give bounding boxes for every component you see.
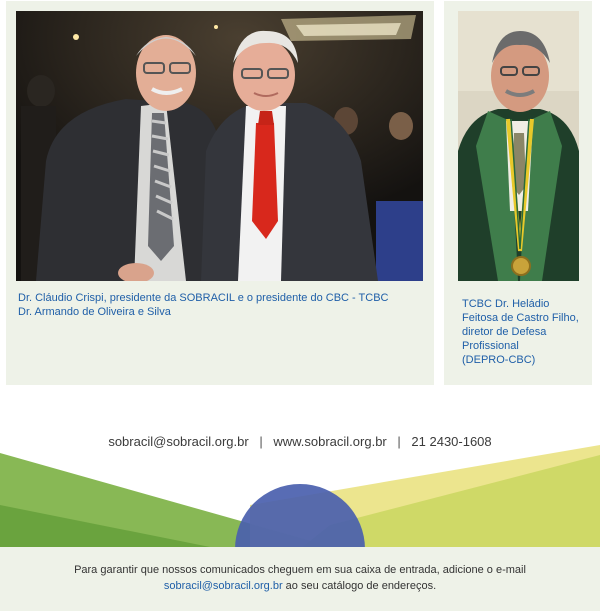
footer-email-link[interactable]: sobracil@sobracil.org.br bbox=[163, 580, 283, 592]
photo-caption-right bbox=[462, 297, 584, 367]
portrait-photo bbox=[458, 11, 579, 281]
caption-line: diretor de Defesa bbox=[462, 326, 547, 338]
caption-line: Dr. Cláudio Crispi, presidente da SOBRACIL e o presidente do CBC - TCBC bbox=[18, 292, 389, 304]
caption-line: Profissional bbox=[462, 340, 519, 352]
contact-email-link[interactable]: sobracil@sobracil.org.br bbox=[108, 434, 249, 449]
photo-caption-left bbox=[18, 291, 428, 319]
footer bbox=[0, 547, 600, 611]
footer-notice-line2 bbox=[0, 580, 600, 592]
decorative-graphic bbox=[0, 445, 600, 549]
event-photo bbox=[16, 11, 423, 281]
separator: | bbox=[259, 434, 263, 449]
website-link[interactable]: www.sobracil.org.br bbox=[273, 434, 387, 449]
caption-line: Feitosa de Castro Filho, bbox=[462, 312, 579, 324]
caption-line: TCBC Dr. Heládio bbox=[462, 298, 550, 310]
phone-number: 21 2430-1608 bbox=[411, 434, 492, 449]
separator: | bbox=[397, 434, 401, 449]
footer-notice: Para garantir que nossos comunicados cheguem em sua caixa de entrada, adicione o e-mail bbox=[74, 564, 526, 576]
caption-line: (DEPRO-CBC) bbox=[462, 354, 536, 366]
caption-line: Dr. Armando de Oliveira e Silva bbox=[18, 306, 171, 318]
footer-notice-suffix: ao seu catálogo de endereços. bbox=[282, 580, 437, 592]
